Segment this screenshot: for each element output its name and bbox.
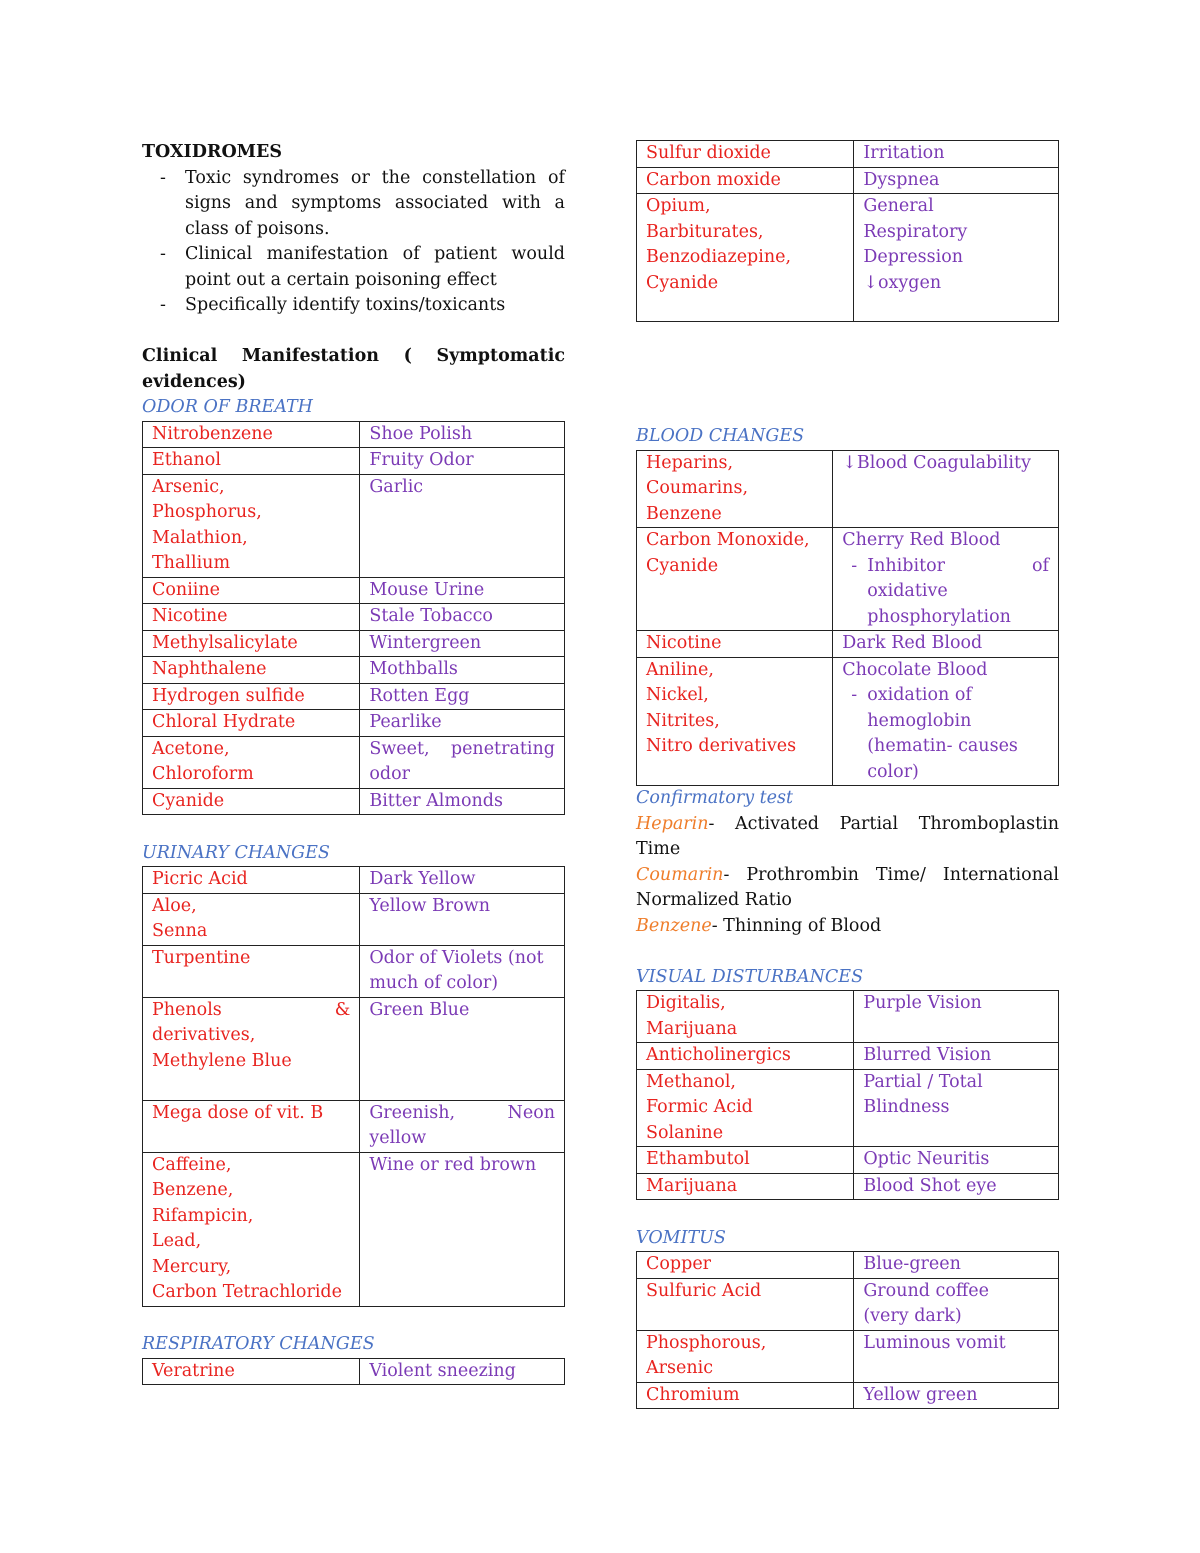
odor-table	[142, 421, 565, 816]
table-row	[637, 657, 1059, 786]
agent-cell: Phenols & derivatives, Methylene Blue	[143, 997, 360, 1100]
agent-cell: Turpentine	[143, 945, 360, 997]
confirmatory-drug: Coumarin	[636, 864, 724, 885]
table-row	[143, 736, 565, 788]
table-row	[143, 421, 565, 448]
respiratory-label: RESPIRATORY CHANGES	[142, 1334, 375, 1354]
sub-bullets	[842, 554, 1049, 631]
sign-cell: Bitter Almonds	[360, 788, 565, 815]
sign-cell: Garlic	[360, 474, 565, 577]
agent-cell: Ethanol	[143, 448, 360, 475]
sign-cell: Ground coffee (very dark)	[854, 1278, 1059, 1330]
blood-label: BLOOD CHANGES	[636, 426, 805, 446]
clinical-heading: Clinical Manifestation ( Symptomatic evidences)	[142, 346, 565, 392]
bullet-item: - Specifically identify toxins/toxicants	[142, 293, 565, 319]
sign-text: ↓Blood Coagulability	[842, 452, 1031, 473]
table-row	[637, 1278, 1059, 1330]
confirmatory-item	[636, 863, 1059, 914]
toxidromes-bullets	[142, 166, 565, 319]
table-row	[143, 630, 565, 657]
table-row	[143, 788, 565, 815]
respiratory-table-continued	[636, 140, 1059, 322]
table-row	[143, 448, 565, 475]
table-row	[637, 450, 1059, 528]
table-row	[143, 474, 565, 577]
table-row	[143, 1358, 565, 1385]
agent-cell: Nicotine	[143, 604, 360, 631]
sign-text: Dark Red Blood	[842, 633, 983, 653]
sign-cell: Optic Neuritis	[854, 1147, 1059, 1174]
table-row	[143, 1152, 565, 1306]
table-row	[637, 991, 1059, 1043]
confirmatory-text: - Prothrombin Time/ International Normalized Ratio	[636, 864, 1059, 910]
table-row	[143, 710, 565, 737]
agent-cell: Opium, Barbiturates, Benzodiazepine, Cyanide	[637, 194, 854, 322]
sign-cell	[833, 657, 1059, 786]
confirmatory-item	[636, 914, 1059, 940]
table-row	[143, 893, 565, 945]
sign-cell: Dark Yellow	[360, 867, 565, 894]
respiratory-table	[142, 1358, 565, 1386]
table-row	[637, 1043, 1059, 1070]
agent-cell: Aniline, Nickel, Nitrites, Nitro derivatives	[637, 657, 833, 786]
table-row	[143, 867, 565, 894]
blood-table	[636, 450, 1059, 787]
sign-cell: Blood Shot eye	[854, 1173, 1059, 1200]
agent-cell: Coniine	[143, 577, 360, 604]
agent-cell: Methanol, Formic Acid Solanine	[637, 1069, 854, 1147]
sign-cell: Purple Vision	[854, 991, 1059, 1043]
toxidromes-title: TOXIDROMES	[142, 142, 283, 162]
sign-cell: Dyspnea	[854, 167, 1059, 194]
table-row	[143, 997, 565, 1100]
sign-cell: Blurred Vision	[854, 1043, 1059, 1070]
table-row	[637, 1382, 1059, 1409]
table-row	[637, 631, 1059, 658]
agent-cell: Heparins, Coumarins, Benzene	[637, 450, 833, 528]
table-row	[637, 1252, 1059, 1279]
confirmatory-drug: Heparin	[636, 813, 709, 834]
visual-label: VISUAL DISTURBANCES	[636, 966, 864, 987]
table-row	[637, 528, 1059, 631]
table-row	[637, 194, 1059, 322]
sign-cell: Pearlike	[360, 710, 565, 737]
confirmatory-drug: Benzene	[636, 915, 712, 936]
sign-text: Cherry Red Blood	[842, 530, 1001, 550]
agent-cell: Chromium	[637, 1382, 854, 1409]
agent-cell: Digitalis, Marijuana	[637, 991, 854, 1043]
agent-cell: Phosphorous, Arsenic	[637, 1330, 854, 1382]
sign-cell: Rotten Egg	[360, 683, 565, 710]
sign-cell	[833, 528, 1059, 631]
agent-cell: Copper	[637, 1252, 854, 1279]
sign-cell	[833, 450, 1059, 528]
sign-cell: Sweet, penetrating odor	[360, 736, 565, 788]
table-row	[637, 1173, 1059, 1200]
right-column	[636, 140, 1059, 1409]
confirmatory-item	[636, 812, 1059, 863]
sign-cell: Wintergreen	[360, 630, 565, 657]
sign-cell: Stale Tobacco	[360, 604, 565, 631]
table-row	[143, 945, 565, 997]
table-row	[143, 577, 565, 604]
agent-cell: Aloe, Senna	[143, 893, 360, 945]
confirmatory-label: Confirmatory test	[636, 788, 794, 808]
confirmatory-text: - Activated Partial Thromboplastin Time	[636, 813, 1059, 859]
sign-cell: Fruity Odor	[360, 448, 565, 475]
table-row	[143, 657, 565, 684]
agent-cell: Picric Acid	[143, 867, 360, 894]
confirmatory-section	[636, 786, 1059, 939]
sign-cell: Violent sneezing	[360, 1358, 565, 1385]
left-column	[142, 140, 565, 1385]
sign-cell: Irritation	[854, 141, 1059, 168]
table-row	[143, 604, 565, 631]
bullet-item: - Clinical manifestation of patient would point out a certain poisoning effect	[142, 242, 565, 293]
agent-cell: Veratrine	[143, 1358, 360, 1385]
urinary-label: URINARY CHANGES	[142, 842, 330, 863]
agent-cell: Anticholinergics	[637, 1043, 854, 1070]
confirmatory-text: - Thinning of Blood	[711, 915, 882, 936]
sign-cell	[833, 631, 1059, 658]
agent-cell: Acetone, Chloroform	[143, 736, 360, 788]
sign-cell: Wine or red brown	[360, 1152, 565, 1306]
agent-cell: Sulfur dioxide	[637, 141, 854, 168]
agent-cell: Caffeine, Benzene, Rifampicin, Lead, Mercury, Carbon Tetrachloride	[143, 1152, 360, 1306]
table-row	[637, 167, 1059, 194]
agent-cell: Mega dose of vit. B	[143, 1100, 360, 1152]
table-row	[637, 141, 1059, 168]
agent-cell: Chloral Hydrate	[143, 710, 360, 737]
sign-cell: Mothballs	[360, 657, 565, 684]
bullet-item: - Toxic syndromes or the constellation of signs and symptoms associated with a class of poisons.	[142, 166, 565, 243]
sign-text: Chocolate Blood	[842, 659, 988, 680]
sub-bullets	[842, 683, 1049, 785]
table-row	[143, 683, 565, 710]
agent-cell: Nitrobenzene	[143, 421, 360, 448]
table-row	[637, 1147, 1059, 1174]
agent-cell: Carbon Monoxide, Cyanide	[637, 528, 833, 631]
sign-cell: General Respiratory Depression ↓oxygen	[854, 194, 1059, 322]
odor-label: ODOR OF BREATH	[142, 397, 313, 417]
table-row	[637, 1069, 1059, 1147]
agent-cell: Nicotine	[637, 631, 833, 658]
agent-cell: Hydrogen sulfide	[143, 683, 360, 710]
agent-cell: Sulfuric Acid	[637, 1278, 854, 1330]
table-row	[143, 1100, 565, 1152]
sub-bullet-item: - Inhibitor of oxidative phosphorylation	[842, 554, 1049, 631]
sign-cell: Greenish, Neon yellow	[360, 1100, 565, 1152]
sign-cell: Mouse Urine	[360, 577, 565, 604]
agent-cell: Marijuana	[637, 1173, 854, 1200]
vomitus-label: VOMITUS	[636, 1227, 726, 1248]
agent-cell: Cyanide	[143, 788, 360, 815]
sign-cell: Luminous vomit	[854, 1330, 1059, 1382]
sign-cell: Partial / Total Blindness	[854, 1069, 1059, 1147]
sign-cell: Yellow Brown	[360, 893, 565, 945]
agent-cell: Methylsalicylate	[143, 630, 360, 657]
agent-cell: Arsenic, Phosphorus, Malathion, Thallium	[143, 474, 360, 577]
sign-cell: Odor of Violets (not much of color)	[360, 945, 565, 997]
agent-cell: Ethambutol	[637, 1147, 854, 1174]
sub-bullet-item: - oxidation of hemoglobin (hematin- causes color)	[842, 683, 1049, 785]
vomitus-table	[636, 1251, 1059, 1409]
agent-cell: Carbon moxide	[637, 167, 854, 194]
visual-table	[636, 990, 1059, 1200]
sign-cell: Blue-green	[854, 1252, 1059, 1279]
sign-cell: Shoe Polish	[360, 421, 565, 448]
urinary-table	[142, 866, 565, 1307]
agent-cell: Naphthalene	[143, 657, 360, 684]
sign-cell: Green Blue	[360, 997, 565, 1100]
sign-cell: Yellow green	[854, 1382, 1059, 1409]
table-row	[637, 1330, 1059, 1382]
